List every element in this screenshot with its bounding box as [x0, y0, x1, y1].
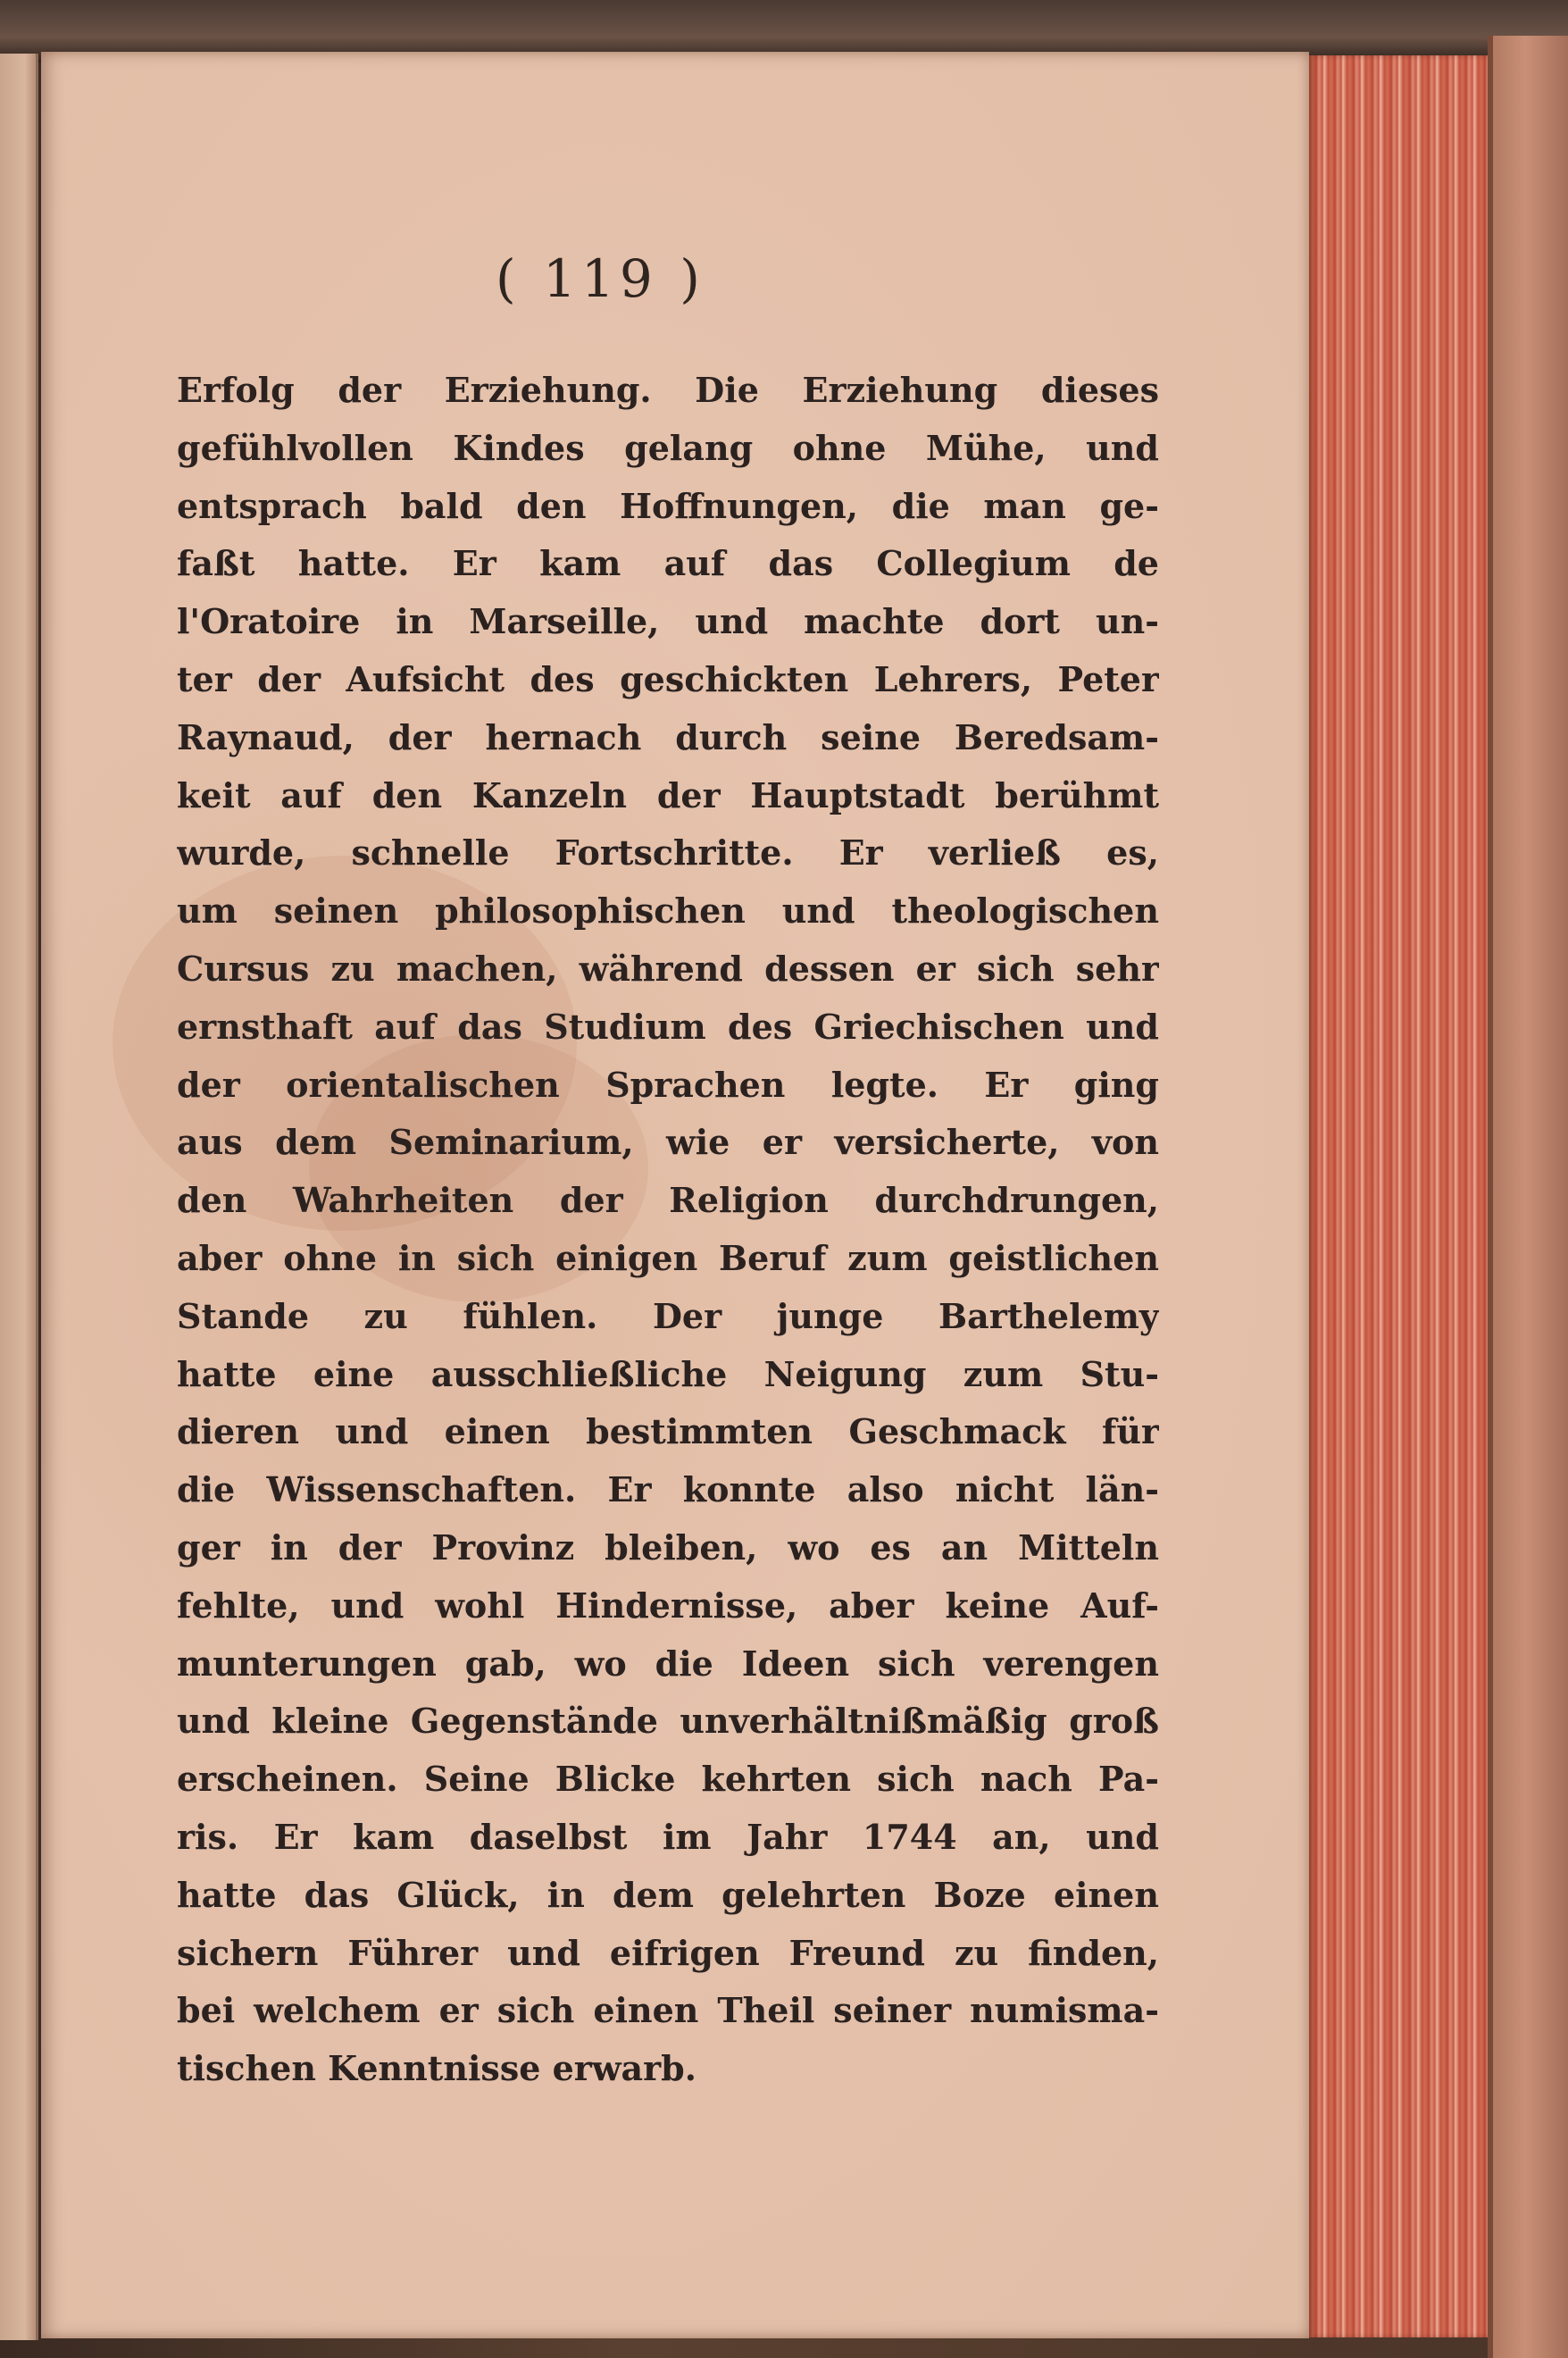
text-line: ernsthaft auf das Studium des Griechischen und [177, 1006, 1159, 1047]
text-line: bei welchem er sich einen Theil seiner numisma- [177, 1990, 1159, 2031]
text-line: munterungen gab, wo die Ideen sich verengen [177, 1643, 1159, 1684]
text-line: dieren und einen bestimmten Geschmack für [177, 1411, 1159, 1452]
text-line: faßt hatte. Er kam auf das Collegium de [177, 543, 1159, 584]
text-line: und kleine Gegenstände unverhältnißmäßig groß [177, 1701, 1159, 1742]
text-line: tischen Kenntnisse erwarb. [177, 2048, 696, 2089]
text-line: der orientalischen Sprachen legte. Er ging [177, 1064, 1159, 1105]
text-line: erscheinen. Seine Blicke kehrten sich nach Pa- [177, 1759, 1159, 1800]
text-line: aus dem Seminarium, wie er versicherte, von [177, 1122, 1159, 1163]
text-line: um seinen philosophischen und theologischen [177, 891, 1159, 932]
text-line: ter der Aufsicht des geschickten Lehrers, Peter [177, 658, 1159, 699]
body-text [177, 362, 1159, 2098]
text-line: gefühlvollen Kindes gelang ohne Mühe, und [177, 427, 1159, 468]
text-line: Erfolg der Erziehung. Die Erziehung dieses [177, 370, 1159, 410]
text-line: ger in der Provinz bleiben, wo es an Mitteln [177, 1526, 1159, 1568]
text-line: Raynaud, der hernach durch seine Beredsam- [177, 716, 1159, 757]
text-line: fehlte, und wohl Hindernisse, aber keine Auf- [177, 1585, 1159, 1626]
text-line: die Wissenschaften. Er konnte also nicht län- [177, 1469, 1159, 1510]
text-line: sichern Führer und eifrigen Freund zu finden, [177, 1932, 1159, 1973]
text-line: l'Oratoire in Marseille, und machte dort un- [177, 601, 1159, 642]
text-line: wurde, schnelle Fortschritte. Er verließ es, [177, 832, 1159, 874]
text-line: keit auf den Kanzeln der Hauptstadt berühmt [177, 774, 1159, 815]
text-line: Cursus zu machen, während dessen er sich sehr [177, 948, 1159, 989]
text-line: hatte das Glück, in dem gelehrten Boze einen [177, 1874, 1159, 1915]
previous-page-edge [0, 54, 38, 2340]
text-line: aber ohne in sich einigen Beruf zum geistlichen [177, 1237, 1159, 1278]
text-line: hatte eine ausschließliche Neigung zum Stu- [177, 1353, 1159, 1394]
text-line: den Wahrheiten der Religion durchdrungen, [177, 1180, 1159, 1221]
text-line: ris. Er kam daselbst im Jahr 1744 an, und [177, 1816, 1159, 1857]
text-line: entsprach bald den Hoffnungen, die man ge- [177, 485, 1159, 526]
page-number: ( 119 ) [496, 248, 705, 309]
red-fore-edge [1309, 55, 1488, 2337]
back-cover [1488, 36, 1568, 2358]
text-line: Stande zu fühlen. Der junge Barthelemy [177, 1295, 1159, 1336]
